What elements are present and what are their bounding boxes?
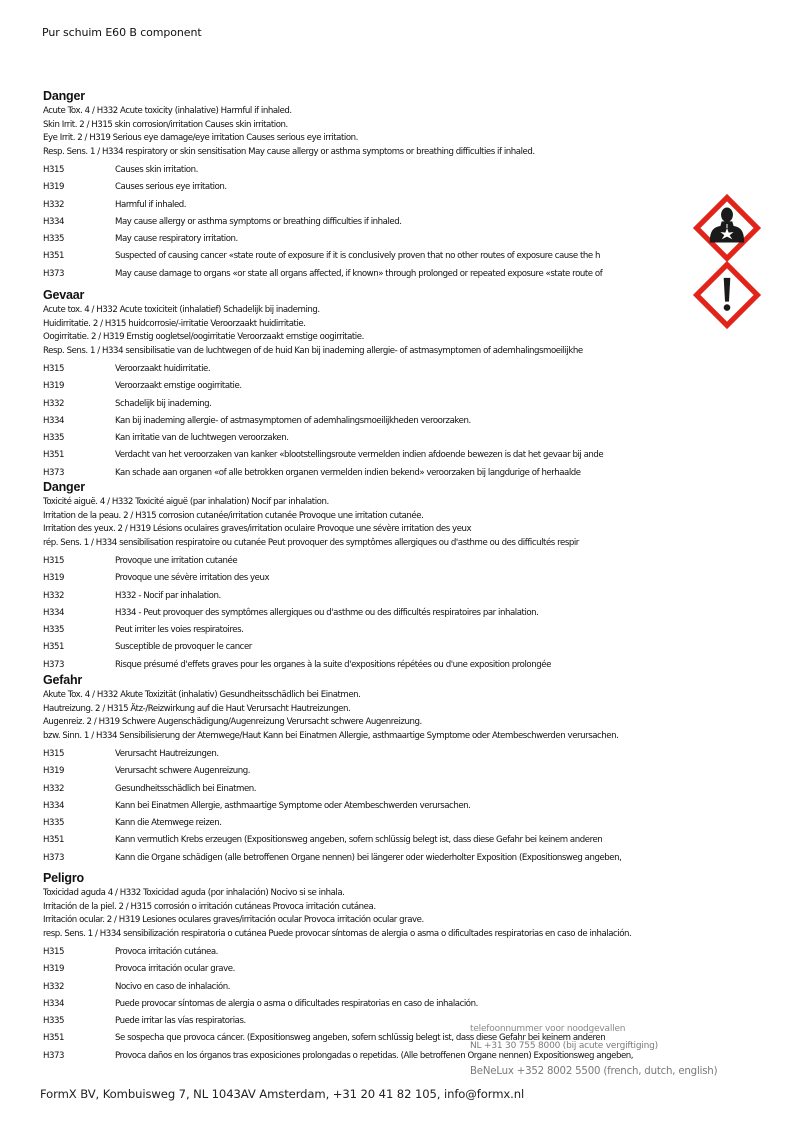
hazard-text: Suspected of causing cancer «state route of exposure if it is conclusively proven that no other routes of exposure cause the h: [115, 251, 600, 262]
classification-line: Skin Irrit. 2 / H315 skin corrosion/irritation Causes skin irritation.: [43, 119, 288, 130]
hazard-text: Kann vermutlich Krebs erzeugen (Expositionsweg angeben, sofern schlüssig belegt ist, dass diese Gefahr bei keinem anderen: [115, 835, 603, 846]
hazard-text: Risque présumé d'effets graves pour les organes à la suite d'expositions répétées ou d'une exposition prolongée: [115, 659, 551, 670]
hazard-code: H335: [43, 625, 65, 636]
classification-line: Eye Irrit. 2 / H319 Serious eye damage/eye irritation Causes serious eye irritation.: [43, 133, 358, 143]
hazard-text: Causes serious eye irritation.: [115, 182, 227, 193]
classification-line: Augenreiz. 2 / H319 Schwere Augenschädigung/Augenreizung Verursacht schwere Augenreizung.: [43, 717, 422, 727]
hazard-statement-row: [43, 639, 683, 656]
hazard-code: H373: [43, 467, 65, 478]
hazard-section-en: [43, 89, 683, 283]
hazard-statement-row: [43, 266, 683, 283]
hazard-statement-row: [43, 197, 683, 214]
classification-line: Acute tox. 4 / H332 Acute toxiciteit (inhalatief) Schadelijk bij inademing.: [43, 305, 320, 315]
hazard-statement-row: [43, 781, 763, 798]
hazard-code: H332: [43, 590, 65, 601]
hazard-text: Provoca daños en los órganos tras exposiciones prolongadas o repetidas. (Alle betroffenen Organe nennen) Expositionsweg angeben,: [115, 1050, 634, 1061]
signal-word: Gefahr: [43, 673, 83, 687]
hazard-section-es: [43, 871, 763, 1065]
exclamation-mark-icon: [694, 262, 760, 328]
hazard-statement-row: [43, 248, 683, 265]
hazard-text: Kann bei Einatmen Allergie, asthmaartige Symptome oder Atembeschwerden verursachen.: [115, 800, 471, 811]
hazard-code: H315: [43, 556, 65, 566]
hazard-text: H334 - Peut provoquer des symptômes allergiques ou d'asthme ou des difficultés respiratoires par inhalation.: [115, 607, 539, 618]
hazard-code: H335: [43, 433, 65, 444]
classification-line: Huidirritatie. 2 / H315 huidcorrosie/-irritatie Veroorzaakt huidirritatie.: [43, 318, 306, 329]
hazard-code: H332: [43, 199, 65, 210]
hazard-code: H351: [43, 450, 65, 461]
hazard-statement-row: [43, 162, 683, 179]
hazard-text: Provoca irritación ocular grave.: [115, 964, 235, 975]
hazard-statement-row: [43, 553, 683, 570]
hazard-code: H332: [43, 981, 65, 992]
hazard-statement-row: [43, 1030, 606, 1047]
hazard-code: H319: [43, 573, 65, 584]
hazard-code: H373: [43, 1050, 65, 1061]
classification-line: Toxicité aiguë. 4 / H332 Toxicité aiguë (par inhalation) Nocif par inhalation.: [43, 497, 329, 507]
classification-line: Toxicidad aguda 4 / H332 Toxicidad aguda (por inhalación) Nocivo si se inhala.: [43, 888, 345, 898]
hazard-statement-row: [43, 605, 683, 622]
hazard-text: Causes skin irritation.: [115, 165, 198, 175]
hazard-code: H373: [43, 268, 65, 279]
hazard-statement-row: [43, 570, 683, 587]
hazard-statement-row: [43, 746, 763, 763]
hazard-text: Harmful if inhaled.: [115, 199, 187, 210]
hazard-statement-row: [43, 588, 683, 605]
document-title: Pur schuim E60 B component: [42, 26, 202, 39]
emergency-phone-benelux: BeNeLux +352 8002 5500 (french, dutch, english): [470, 1066, 718, 1077]
hazard-statement-row: [43, 179, 683, 196]
hazard-text: Schadelijk bij inademing.: [115, 398, 212, 409]
hazard-section-fr: [43, 480, 683, 674]
classification-line: Oogirritatie. 2 / H319 Ernstig oogletsel/oogirritatie Veroorzaakt ernstige oogirritatie.: [43, 332, 364, 342]
hazard-code: H351: [43, 835, 65, 846]
hazard-statement-row: [43, 447, 683, 464]
classification-line: Resp. Sens. 1 / H334 respiratory or skin sensitisation May cause allergy or asthma symptoms or breathing difficulties if inhaled.: [43, 146, 535, 157]
classification-line: rép. Sens. 1 / H334 sensibilisation respiratoire ou cutanée Peut provoquer des symptômes allergiques ou d'asthme ou des difficultés respir: [43, 537, 579, 548]
classification-line: Irritación de la piel. 2 / H315 corrosión o irritación cutáneas Provoca irritación cutánea.: [43, 901, 376, 912]
hazard-text: May cause allergy or asthma symptoms or breathing difficulties if inhaled.: [115, 216, 402, 227]
hazard-code: H332: [43, 398, 65, 409]
hazard-code: H332: [43, 783, 65, 794]
hazard-statement-row: [43, 657, 683, 674]
hazard-code: H334: [43, 415, 65, 426]
hazard-code: H319: [43, 182, 65, 193]
hazard-code: H315: [43, 947, 65, 957]
hazard-statement-row: [43, 214, 683, 231]
hazard-text: Verursacht Hautreizungen.: [115, 749, 219, 759]
hazard-text: Veroorzaakt ernstige oogirritatie.: [115, 381, 242, 392]
hazard-text: Susceptible de provoquer le cancer: [115, 642, 252, 653]
classification-line: Hautreizung. 2 / H315 Ätz-/Reizwirkung auf die Haut Verursacht Hautreizungen.: [43, 703, 351, 714]
hazard-code: H351: [43, 251, 65, 262]
hazard-statement-row: [43, 815, 763, 832]
hazard-code: H373: [43, 852, 65, 863]
hazard-text: Provoque une sévère irritation des yeux: [115, 573, 270, 584]
hazard-text: Provoque une irritation cutanée: [115, 556, 238, 566]
hazard-text: Se sospecha que provoca cáncer. (Expositionsweg angeben, sofern schlüssig belegt ist, dass diese Gefahr bei keinem anderen: [115, 1033, 606, 1044]
hazard-code: H334: [43, 216, 65, 227]
hazard-text: Peut irriter les voies respiratoires.: [115, 625, 244, 636]
classification-line: Resp. Sens. 1 / H334 sensibilisatie van de luchtwegen of de huid Kan bij inademing allergie- of astmasymptomen of ademhalingsmoeilijkhe: [43, 345, 583, 356]
hazard-text: Kan bij inademing allergie- of astmasymptomen of ademhalingsmoeilijkheden veroorzaken.: [115, 415, 471, 426]
health-hazard-icon: [694, 195, 760, 261]
hazard-statement-row: [43, 798, 763, 815]
signal-word: Danger: [43, 480, 85, 494]
hazard-statement-row: [43, 231, 683, 248]
hazard-code: H319: [43, 381, 65, 392]
hazard-statement-row: [43, 944, 763, 961]
signal-word: Danger: [43, 89, 85, 103]
hazard-statement-row: [43, 850, 763, 867]
hazard-code: H319: [43, 766, 65, 777]
hazard-text: Verursacht schwere Augenreizung.: [115, 766, 251, 777]
classification-line: Irritation de la peau. 2 / H315 corrosion cutanée/irritation cutanée Provoque une irritation cutanée.: [43, 510, 424, 521]
hazard-code: H373: [43, 659, 65, 670]
hazard-code: H335: [43, 818, 65, 829]
hazard-statement-row: [43, 763, 763, 780]
hazard-statement-row: [43, 832, 763, 849]
hazard-section-de: [43, 673, 763, 867]
hazard-statement-row: [43, 361, 683, 378]
hazard-text: Kann die Atemwege reizen.: [115, 818, 222, 829]
hazard-text: Veroorzaakt huidirritatie.: [115, 364, 211, 374]
signal-word: Peligro: [43, 871, 84, 885]
signal-word: Gevaar: [43, 288, 85, 302]
company-footer: FormX BV, Kombuisweg 7, NL 1043AV Amsterdam, +31 20 41 82 105, info@formx.nl: [40, 1087, 525, 1101]
hazard-code: H315: [43, 749, 65, 759]
hazard-text: May cause respiratory irritation.: [115, 234, 238, 245]
hazard-text: Kan irritatie van de luchtwegen veroorzaken.: [115, 433, 289, 444]
classification-line: Irritación ocular. 2 / H319 Lesiones oculares graves/irritación ocular Provoca irritación ocular grave.: [43, 915, 424, 925]
emergency-phone-nl: NL +31 30 755 8000 (bij acute vergiftiging): [470, 1041, 658, 1051]
classification-line: Irritation des yeux. 2 / H319 Lésions oculaires graves/irritation oculaire Provoque une sévère irritation des yeux: [43, 524, 472, 534]
classification-line: resp. Sens. 1 / H334 sensibilización respiratoria o cutánea Puede provocar síntomas de alergia o asma o dificultades respiratorias en caso de inhalación.: [43, 928, 632, 939]
hazard-text: Verdacht van het veroorzaken van kanker «blootstellingsroute vermelden indien afdoende bewezen is dat het gevaar bij ande: [115, 450, 604, 461]
hazard-code: H334: [43, 800, 65, 811]
hazard-statement-row: [43, 996, 763, 1013]
hazard-text: Kan schade aan organen «of alle betrokken organen vermelden indien bekend» veroorzaken bij langdurige of herhaalde: [115, 467, 581, 478]
hazard-text: Provoca irritación cutánea.: [115, 947, 218, 957]
hazard-statement-row: [43, 979, 763, 996]
hazard-text: Kann die Organe schädigen (alle betroffenen Organe nennen) bei längerer oder wiederholter Exposition (Expositionsweg angeben,: [115, 852, 622, 863]
classification-line: Akute Tox. 4 / H332 Akute Toxizität (inhalativ) Gesundheitsschädlich bei Einatmen.: [43, 690, 361, 700]
hazard-code: H315: [43, 364, 65, 374]
hazard-code: H334: [43, 998, 65, 1009]
hazard-code: H335: [43, 1016, 65, 1027]
hazard-code: H351: [43, 1033, 65, 1044]
hazard-text: Puede irritar las vías respiratorias.: [115, 1016, 246, 1027]
hazard-code: H335: [43, 234, 65, 245]
hazard-text: Gesundheitsschädlich bei Einatmen.: [115, 783, 257, 794]
hazard-text: H332 - Nocif par inhalation.: [115, 590, 221, 601]
hazard-statement-row: [43, 1048, 634, 1065]
classification-line: bzw. Sinn. 1 / H334 Sensibilisierung der Atemwege/Haut Kann bei Einatmen Allergie, asthmaartige Symptome oder Atembeschwerden verursachen.: [43, 730, 619, 741]
hazard-section-nl: [43, 288, 683, 482]
hazard-statement-row: [43, 961, 763, 978]
hazard-statement-row: [43, 622, 683, 639]
hazard-code: H319: [43, 964, 65, 975]
hazard-statement-row: [43, 413, 683, 430]
hazard-statement-row: [43, 430, 683, 447]
emergency-label: telefoonnummer voor noodgevallen: [470, 1024, 626, 1034]
hazard-code: H351: [43, 642, 65, 653]
hazard-text: Puede provocar síntomas de alergia o asma o dificultades respiratorias en caso de inhalación.: [115, 998, 478, 1009]
hazard-statement-row: [43, 378, 683, 395]
hazard-text: May cause damage to organs «or state all organs affected, if known» through prolonged or repeated exposure «state route of: [115, 268, 603, 279]
hazard-statement-row: [43, 396, 683, 413]
hazard-code: H334: [43, 607, 65, 618]
hazard-code: H315: [43, 165, 65, 175]
classification-line: Acute Tox. 4 / H332 Acute toxicity (inhalative) Harmful if inhaled.: [43, 106, 292, 116]
hazard-text: Nocivo en caso de inhalación.: [115, 981, 230, 992]
